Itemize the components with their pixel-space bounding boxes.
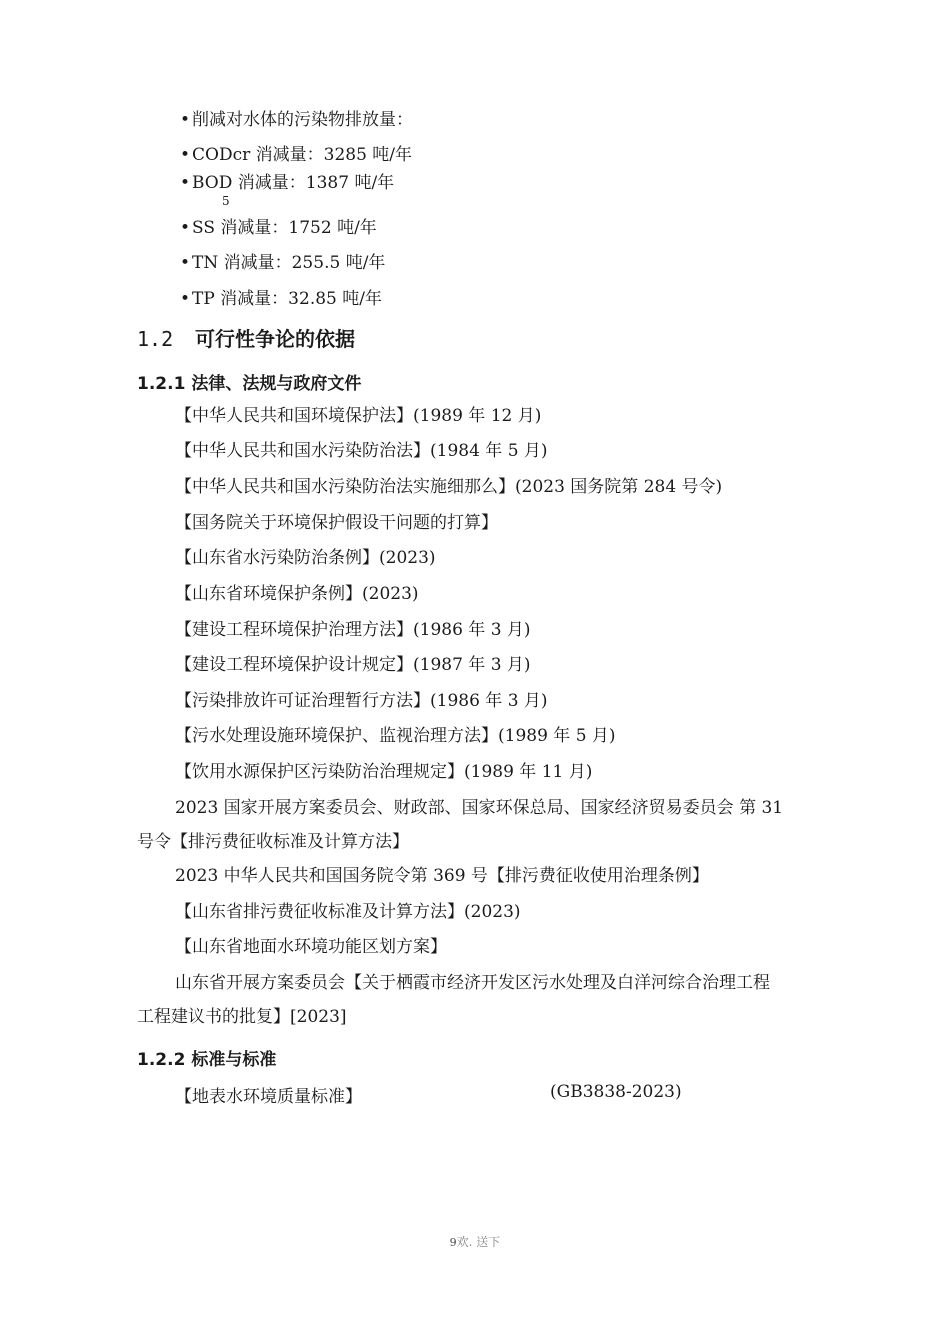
bullet-dot-icon: •	[180, 253, 191, 273]
law-item: 【山东省地面水环境功能区划方案】	[175, 937, 447, 957]
bullet-item: • TN 消减量：255.5 吨/年	[180, 253, 386, 273]
approval-paragraph-line-1: 山东省开展方案委员会【关于栖霞市经济开发区污水处理及白洋河综合治理工程	[175, 973, 770, 993]
bullet-item: • SS 消减量：1752 吨/年	[180, 218, 377, 238]
bullet-dot-icon: •	[180, 110, 191, 130]
law-item: 【污水处理设施环境保护、监视治理方法】(1989 年 5 月)	[175, 726, 616, 746]
law-item: 【山东省环境保护条例】(2023)	[175, 584, 419, 604]
bod-subscript: 5	[222, 194, 230, 208]
law-item: 【中华人民共和国水污染防治法】(1984 年 5 月)	[175, 441, 548, 461]
law-item: 【山东省排污费征收标准及计算方法】(2023)	[175, 902, 521, 922]
section-heading-1-2: 1.2 可行性争论的依据	[137, 327, 355, 351]
law-item: 【中华人民共和国环境保护法】(1989 年 12 月)	[175, 406, 542, 426]
bullet-dot-icon: •	[180, 289, 191, 309]
law-item: 【山东省水污染防治条例】(2023)	[175, 548, 436, 568]
law-item: 【国务院关于环境保护假设干问题的打算】	[175, 513, 498, 533]
approval-paragraph-line-2: 工程建议书的批复】[2023]	[137, 1007, 347, 1027]
law-item: 【建设工程环境保护治理方法】(1986 年 3 月)	[175, 620, 531, 640]
page-number: 9	[449, 1236, 457, 1249]
standard-name: 【地表水环境质量标准】	[175, 1087, 362, 1107]
bullet-item: • TP 消减量：32.85 吨/年	[180, 289, 382, 309]
bullet-dot-icon: •	[180, 145, 191, 165]
fee-paragraph-line-2: 号令【排污费征收标准及计算方法】	[137, 832, 409, 852]
law-item: 【中华人民共和国水污染防治法实施细那么】(2023 国务院第 284 号令)	[175, 477, 723, 497]
law-item: 2023 中华人民共和国国务院令第 369 号【排污费征收使用治理条例】	[175, 866, 709, 886]
bullet-dot-icon: •	[180, 173, 191, 193]
bullet-item: • CODcr 消减量：3285 吨/年	[180, 145, 413, 165]
page-footer	[0, 1233, 950, 1250]
standard-code: (GB3838-2023)	[550, 1082, 682, 1102]
bullet-item: • BOD 消减量：1387 吨/年	[180, 173, 395, 193]
bullet-item: • 削减对水体的污染物排放量：	[180, 110, 413, 130]
fee-paragraph-line-1: 2023 国家开展方案委员会、财政部、国家环保总局、国家经济贸易委员会 第 31	[175, 798, 784, 818]
section-heading-1-2-1: 1.2.1 法律、法规与政府文件	[137, 374, 362, 394]
law-item: 【饮用水源保护区污染防治治理规定】(1989 年 11 月)	[175, 762, 593, 782]
bullet-dot-icon: •	[180, 218, 191, 238]
section-heading-1-2-2: 1.2.2 标准与标准	[137, 1050, 277, 1070]
footer-text: 欢. 送下	[456, 1235, 501, 1249]
law-item: 【污染排放许可证治理暂行方法】(1986 年 3 月)	[175, 691, 548, 711]
law-item: 【建设工程环境保护设计规定】(1987 年 3 月)	[175, 655, 531, 675]
